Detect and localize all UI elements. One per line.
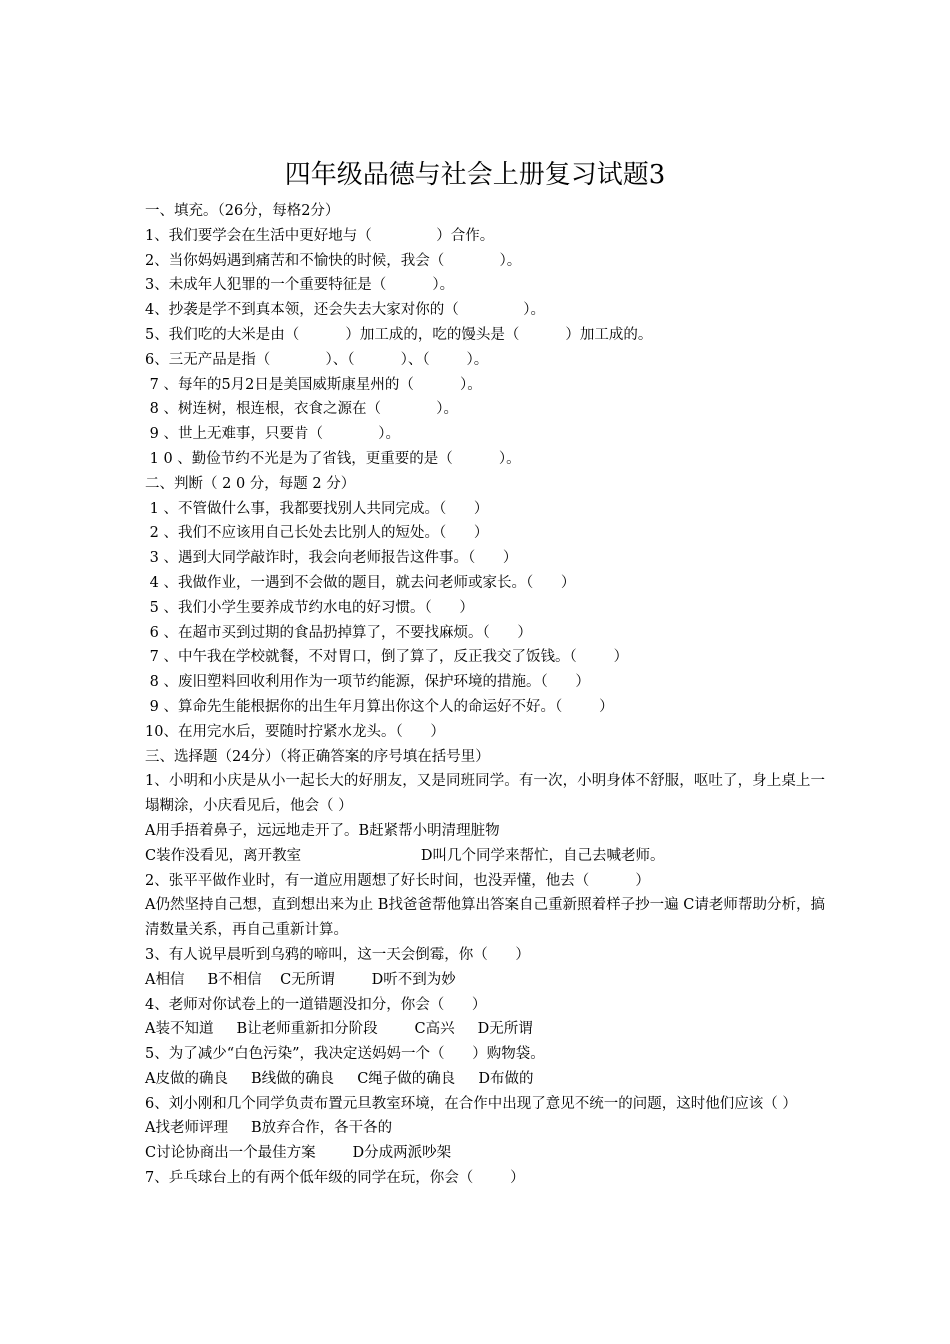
section-choice-heading: 三、选择题（24分）（将正确答案的序号填在括号里） [145,748,490,765]
judge-question-3: 3 、遇到大同学敲诈时，我会向老师报告这件事。（ ） [145,550,518,567]
choice-question-1-stem: 1、小明和小庆是从小一起长大的好朋友，又是同班同学。有一次，小明身体不舒服，呕吐了，身上桌上一塌糊涂，小庆看见后，他会（ ） [145,773,825,815]
judge-question-5: 5 、我们小学生要养成节约水电的好习惯。（ ） [145,599,474,616]
choice-question-4-options: A装不知道 B让老师重新扣分阶段 C高兴 D无所谓 [145,1021,533,1038]
fill-question-8: 8 、树连树，根连根，衣食之源在（ ）。 [145,401,459,418]
judge-question-8: 8 、废旧塑料回收利用作为一项节约能源，保护环境的措施。（ ） [145,674,590,691]
judge-question-1: 1 、不管做什么事，我都要找别人共同完成。（ ） [145,500,489,517]
exam-body [145,199,825,1191]
choice-question-2-stem: 2、张平平做作业时，有一道应用题想了好长时间，也没弄懂，他去（ ） [145,872,650,889]
judge-question-9: 9 、算命先生能根据你的出生年月算出你这个人的命运好不好。（ ） [145,698,614,715]
judge-question-10: 10、在用完水后，要随时拧紧水龙头。（ ） [145,723,445,740]
choice-question-1-options-cd: C装作没看见，离开教室 D叫几个同学来帮忙，自己去喊老师。 [145,847,665,864]
choice-question-1-options-ab: A用手捂着鼻子，远远地走开了。B赶紧帮小明清理脏物 [145,822,500,839]
judge-question-7: 7 、中午我在学校就餐，不对胃口，倒了算了，反正我交了饭钱。（ ） [145,649,629,666]
judge-question-4: 4 、我做作业，一遇到不会做的题目，就去问老师或家长。（ ） [145,574,576,591]
fill-question-6: 6、三无产品是指（ ）、（ ）、（ ）。 [145,351,489,368]
section-fill-heading: 一、填充。（26分，每格2分） [145,203,340,219]
fill-question-9: 9 、世上无难事，只要肯（ ）。 [145,426,401,443]
page-title: 四年级品德与社会上册复习试题3 [284,160,666,190]
choice-question-7-stem: 7、乒乓球台上的有两个低年级的同学在玩，你会（ ） [145,1170,525,1187]
fill-question-3: 3、未成年人犯罪的一个重要特征是（ ）。 [145,277,455,294]
fill-question-5: 5、我们吃的大米是由（ ）加工成的，吃的馒头是（ ）加工成的。 [145,326,653,343]
choice-question-5-options: A皮做的确良 B线做的确良 C绳子做的确良 D布做的 [145,1070,534,1087]
choice-question-3-stem: 3、有人说早晨听到乌鸦的啼叫，这一天会倒霉，你（ ） [145,946,530,963]
fill-question-10: 1 0 、勤俭节约不光是为了省钱，更重要的是（ ）。 [145,450,521,467]
choice-question-3-options: A相信 B不相信 C无所谓 D听不到为妙 [145,971,456,988]
choice-question-6-options-cd: C讨论协商出一个最佳方案 D分成两派吵架 [145,1145,452,1162]
fill-question-2: 2、当你妈妈遇到痛苦和不愉快的时候，我会（ ）。 [145,252,522,269]
fill-question-1: 1、我们要学会在生活中更好地与（ ）合作。 [145,227,495,244]
fill-question-7: 7 、每年的5月2日是美国威斯康星州的（ ）。 [145,376,482,393]
choice-question-5-stem: 5、为了减少“白色污染”，我决定送妈妈一个（ ）购物袋。 [145,1046,545,1063]
choice-question-6-stem: 6、刘小刚和几个同学负责布置元旦教室环境，在合作中出现了意见不统一的问题，这时他们应该（ ） [145,1095,797,1112]
section-judge-heading: 二、判断（ 2 0 分，每题 2 分） [145,475,356,492]
judge-question-6: 6 、在超市买到过期的食品扔掉算了，不要找麻烦。（ ） [145,624,532,641]
fill-question-4: 4、抄袭是学不到真本领，还会失去大家对你的（ ）。 [145,302,546,319]
choice-question-6-options-ab: A找老师评理 B放弃合作，各干各的 [145,1120,393,1137]
judge-question-2: 2 、我们不应该用自己长处去比别人的短处。（ ） [145,525,489,542]
choice-question-4-stem: 4、老师对你试卷上的一道错题没扣分，你会（ ） [145,996,487,1013]
choice-question-2-options: A仍然坚持自己想，直到想出来为止 B找爸爸帮他算出答案自己重新照着样子抄一遍 C请老师帮助分析，搞清数量关系，再自己重新计算。 [145,897,825,939]
